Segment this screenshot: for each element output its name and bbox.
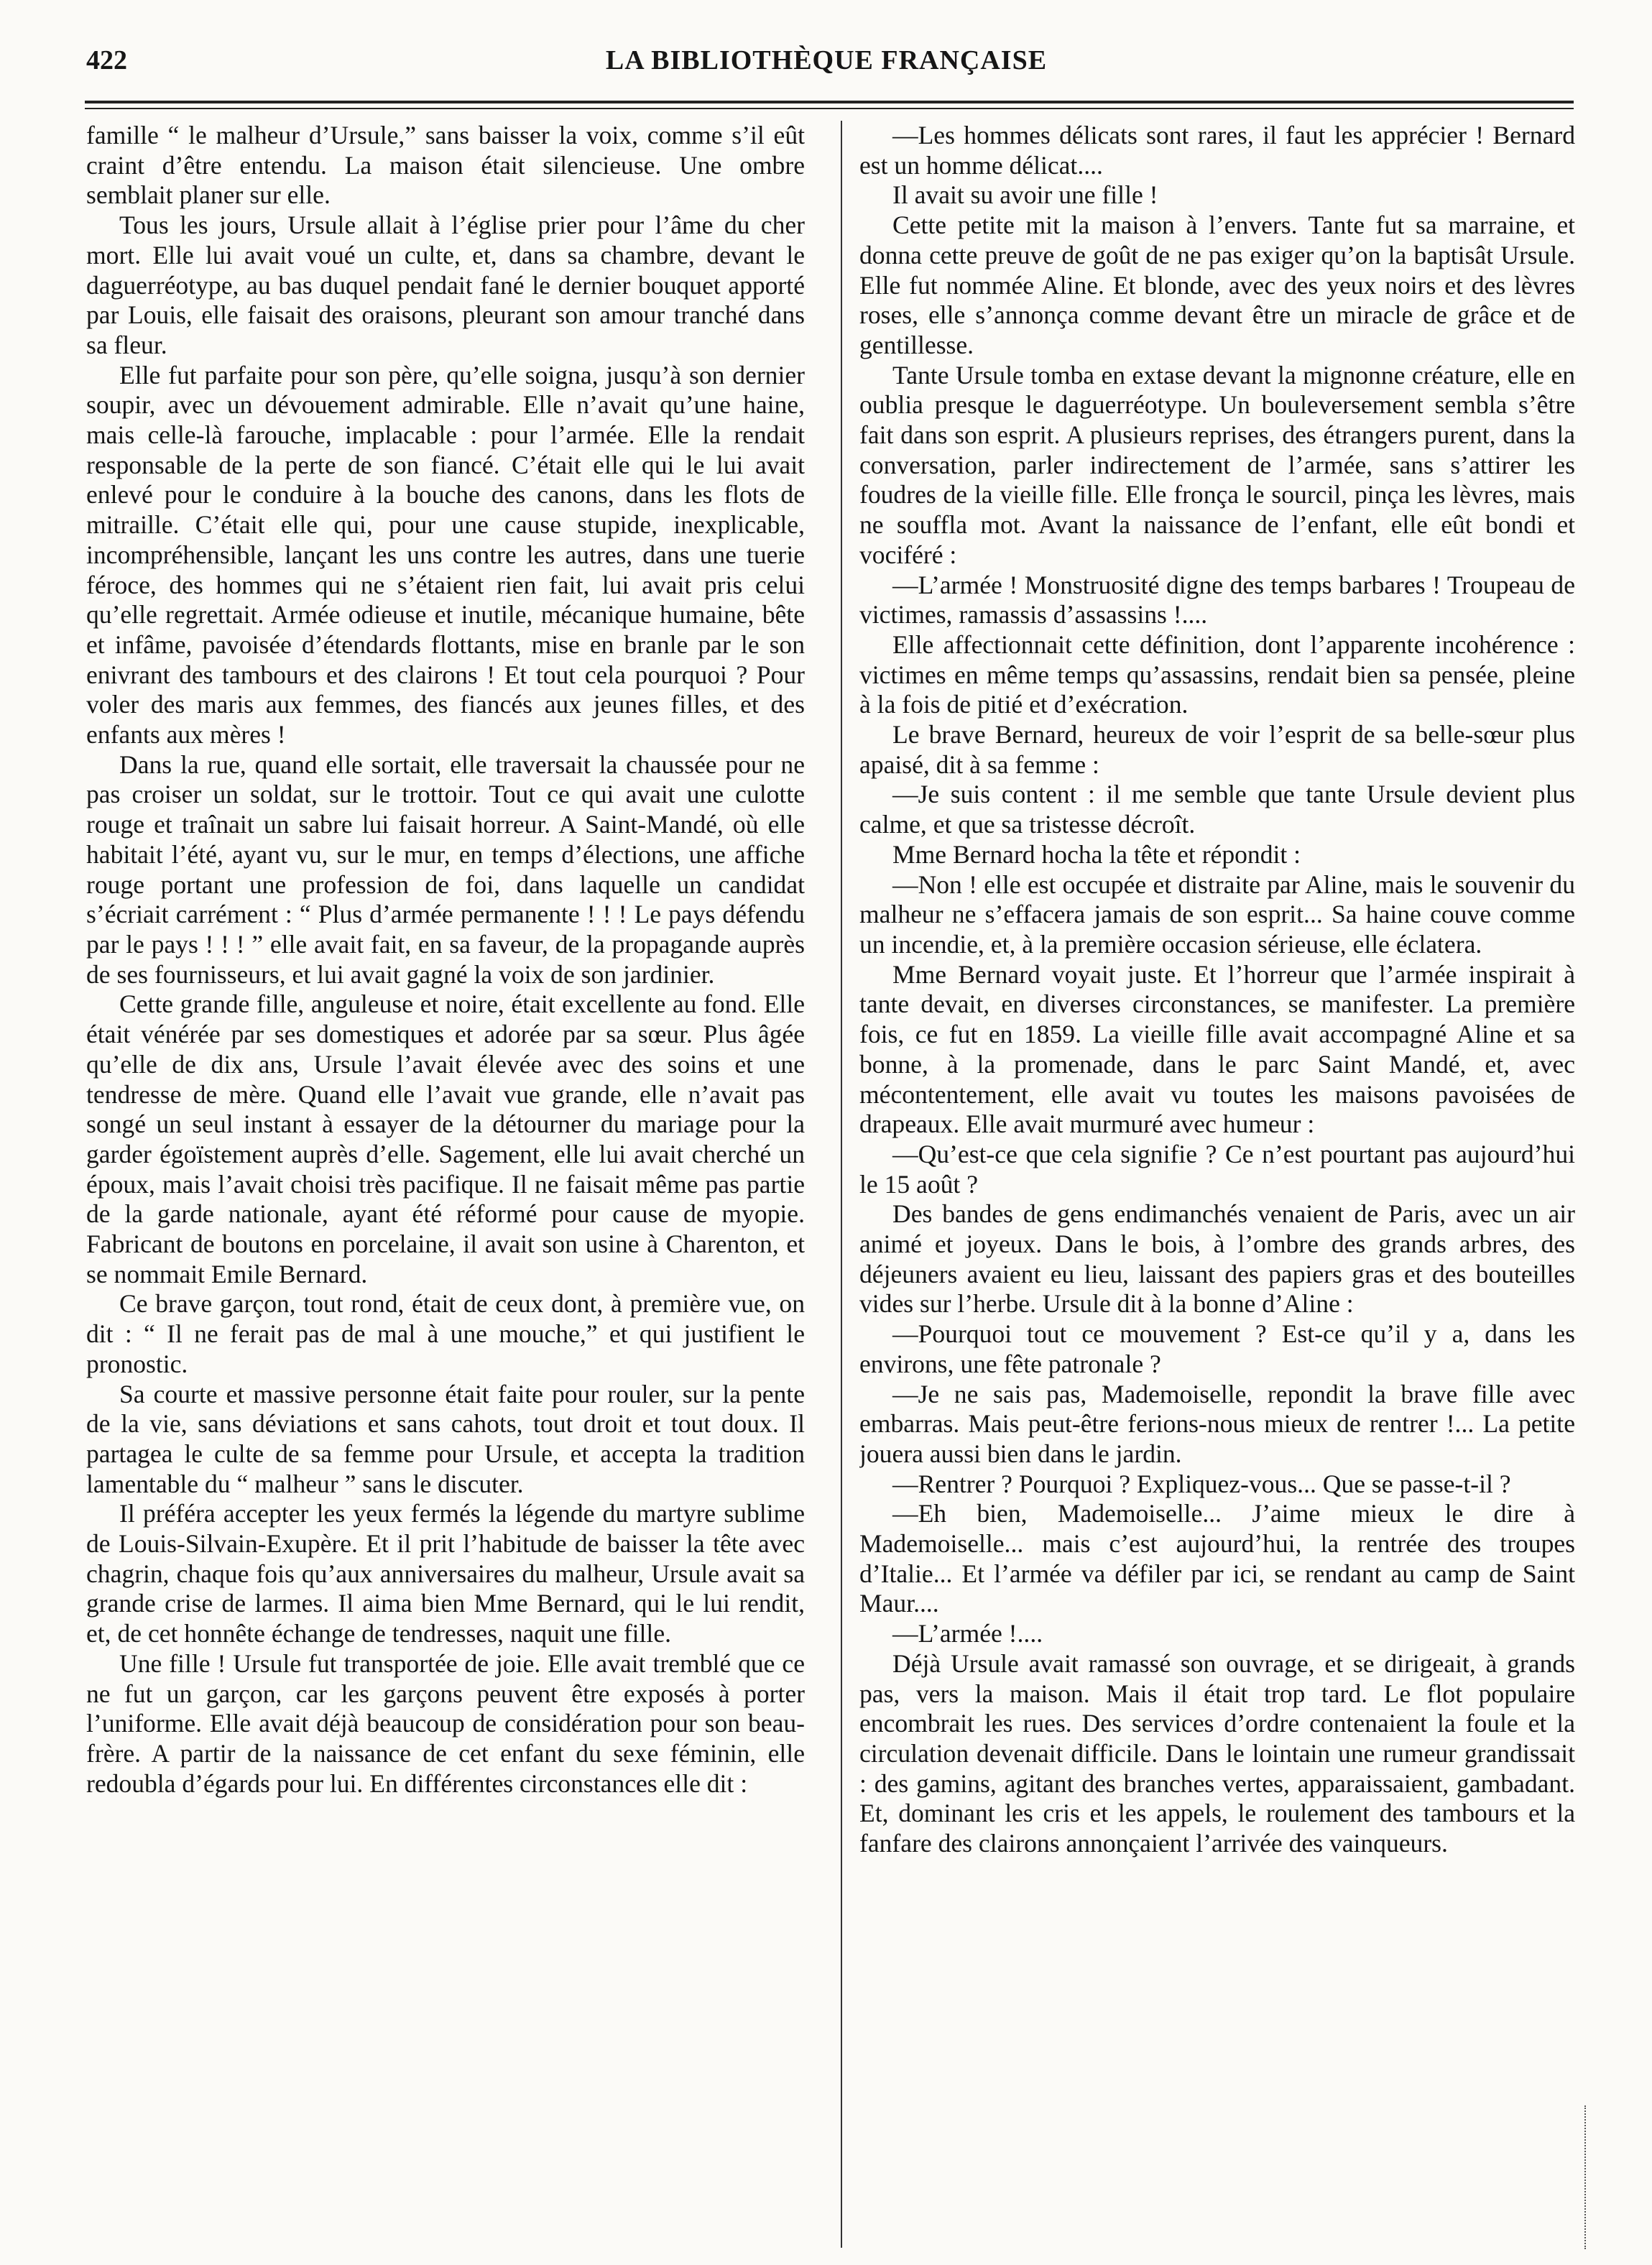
paragraph: Elle fut parfaite pour son père, qu’elle soigna, jusqu’à son dernier soupir, avec un dévouement admirable. Elle n’avait qu’une haine, mais celle-là farouche, implacable : pour l’armée. Elle la rendait responsable de la perte de son fiancé. C’était elle qui le lui avait enlevé pour le conduire à la bouche des canons, dans les flots de mitraille. C’était elle qui, pour une cause stupide, inexplicable, incompréhensible, lançant les uns contre les autres, dans une tuerie féroce, des hommes qui ne s’étaient rien fait, lui avait pris celui qu’elle regrettait. Armée odieuse et inutile, mécanique humaine, bête et infâme, pavoisée d’étendards flottants, mise en branle par le son enivrant des tambours et des clairons ! Et tout cela pourquoi ? Pour voler des maris aux femmes, des fiancés aux jeunes filles, et des enfants aux mères !: [86, 360, 805, 749]
paragraph: —Rentrer ? Pourquoi ? Expliquez-vous... Que se passe-t-il ?: [892, 1469, 1511, 1498]
paragraph: Dans la rue, quand elle sortait, elle traversait la chaussée pour ne pas croiser un soldat, sur le trottoir. Tout ce qui avait une culotte rouge et traînait un sabre lui faisait horreur. A Saint-Mandé, où elle habitait l’été, ayant vu, sur le mur, en temps d’élections, une affiche rouge portant une profession de foi, dans laquelle un candidat s’écriait carrément : “ Plus d’armée permanente ! ! ! Le pays défendu par le pays ! ! ! ” elle avait fait, en sa faveur, de la propagande auprès de ses fournisseurs, et lui avait gagné la voix de son jardinier.: [86, 749, 805, 989]
paragraph: —L’armée ! Monstruosité digne des temps barbares ! Troupeau de victimes, ramassis d’assassins !....: [859, 570, 1575, 629]
paragraph: Le brave Bernard, heureux de voir l’esprit de sa belle-sœur plus apaisé, dit à sa femme :: [859, 720, 1575, 779]
page-number: 422: [86, 45, 127, 75]
paragraph: —L’armée !....: [892, 1619, 1043, 1648]
left-column: [86, 121, 805, 2244]
paragraph: —Non ! elle est occupée et distraite par Aline, mais le souvenir du malheur ne s’effacera jamais de son esprit... Sa haine couve comme un incendie, et, à la première occasion sérieuse, elle éclatera.: [859, 869, 1575, 959]
paragraph: Elle affectionnait cette définition, dont l’apparente incohérence : victimes en même temps qu’assassins, rendait bien sa pensée, pleine à la fois de pitié et d’exécration.: [859, 629, 1575, 719]
paragraph: Cette grande fille, anguleuse et noire, était excellente au fond. Elle était vénérée par ses domestiques et adorée par sa sœur. Plus âgée qu’elle de dix ans, Ursule l’avait élevée avec des soins et une tendresse de mère. Quand elle l’avait vue grande, elle n’avait pas songé un seul instant à essayer de la détourner du mariage pour la garder égoïstement auprès d’elle. Sagement, elle lui avait cherché un époux, mais l’avait choisi très pacifique. Il ne faisait même pas partie de la garde nationale, ayant été réformé pour cause de myopie. Fabricant de boutons en porcelaine, il avait son usine à Charenton, et se nommait Emile Bernard.: [86, 990, 805, 1288]
column-divider: [841, 121, 842, 2248]
paragraph: Une fille ! Ursule fut transportée de joie. Elle avait tremblé que ce ne fut un garçon, car les garçons peuvent être exposés à porter l’uniforme. Elle avait déjà beaucoup de considération pour son beau-frère. A partir de la naissance de cet enfant du sexe féminin, elle redoubla d’égards pour lui. En différentes circonstances elle dit :: [86, 1648, 805, 1798]
page-header: [86, 45, 1566, 88]
paragraph: —Je ne sais pas, Mademoiselle, repondit la brave fille avec embarras. Mais peut-être ferions-nous mieux de rentrer !... La petite jouera aussi bien dans le jardin.: [859, 1379, 1575, 1468]
paragraph: Tous les jours, Ursule allait à l’église prier pour l’âme du cher mort. Elle lui avait voué un culte, et, dans sa chambre, devant le daguerréotype, au bas duquel pendait fané le dernier bouquet apporté par Louis, elle faisait des oraisons, pleurant son amour tranché dans sa fleur.: [86, 211, 805, 359]
paragraph: Déjà Ursule avait ramassé son ouvrage, et se dirigeait, à grands pas, vers la maison. Mais il était trop tard. Le flot populaire encombrait les rues. Des services d’ordre contenaient la foule et la circulation devenait difficile. Dans le lointain une rumeur grandissait : des gamins, agitant des branches vertes, apparaissaient, gambadant. Et, dominant les cris et les appels, le roulement des tambours et la fanfare des clairons annonçaient l’arrivée des vainqueurs.: [859, 1648, 1575, 1858]
paragraph: —Pourquoi tout ce mouvement ? Est-ce qu’il y a, dans les environs, une fête patronale ?: [859, 1319, 1575, 1378]
paragraph: Mme Bernard voyait juste. Et l’horreur que l’armée inspirait à tante devait, en diverses circonstances, se manifester. La première fois, ce fut en 1859. La vieille fille avait accompagné Aline et sa bonne, à la promenade, dans le parc Saint Mandé, et, avec mécontentement, elle avait vu toutes les maisons pavoisées de drapeaux. Elle avait murmuré avec humeur :: [859, 959, 1575, 1139]
paragraph: —Eh bien, Mademoiselle... J’aime mieux le dire à Mademoiselle... mais c’est aujourd’hui, la rentrée des troupes d’Italie... Et l’armée va défiler par ici, se rendant au camp de Saint Maur....: [859, 1499, 1575, 1618]
paragraph: Il préféra accepter les yeux fermés la légende du martyre sublime de Louis-Silvain-Exupère. Et il prit l’habitude de baisser la tête avec chagrin, chaque fois qu’aux anniversaires du malheur, Ursule avait sa grande crise de larmes. Il aima bien Mme Bernard, qui le lui rendit, et, de cet honnête échange de tendresses, naquit une fille.: [86, 1499, 805, 1648]
paragraph: Ce brave garçon, tout rond, était de ceux dont, à première vue, on dit : “ Il ne ferait pas de mal à une mouche,” et qui justifient le pronostic.: [86, 1289, 805, 1378]
paragraph: Sa courte et massive personne était faite pour rouler, sur la pente de la vie, sans déviations et sans cahots, tout droit et tout doux. Il partagea le culte de sa femme pour Ursule, et accepta la tradition lamentable du “ malheur ” sans le discuter.: [86, 1379, 805, 1498]
paragraph: Tante Ursule tomba en extase devant la mignonne créature, elle en oublia presque le daguerréotype. Un bouleversement sembla s’être fait dans son esprit. A plusieurs reprises, des étrangers purent, dans la conversation, parler indirectement de l’armée, sans s’attirer les foudres de la vieille fille. Elle fronça le sourcil, pinça les lèvres, mais ne souffla mot. Avant la naissance de l’enfant, elle eût bondi et vociféré :: [859, 360, 1575, 569]
paragraph: Il avait su avoir une fille !: [892, 180, 1158, 210]
header-rule-thick: [85, 101, 1574, 103]
paragraph: —Je suis content : il me semble que tante Ursule devient plus calme, et que sa tristesse décroît.: [859, 780, 1575, 839]
right-column: [859, 121, 1575, 2244]
paragraph: —Qu’est-ce que cela signifie ? Ce n’est pourtant pas aujourd’hui le 15 août ?: [859, 1139, 1575, 1199]
running-title: LA BIBLIOTHÈQUE FRANÇAISE: [605, 45, 1048, 75]
paragraph: Mme Bernard hocha la tête et répondit :: [892, 839, 1301, 869]
paragraph: —Les hommes délicats sont rares, il faut les apprécier ! Bernard est un homme délicat....: [859, 121, 1575, 180]
binding-edge-marks: [1584, 2105, 1600, 2249]
paragraph: Des bandes de gens endimanchés venaient de Paris, avec un air animé et joyeux. Dans le bois, à l’ombre des grands arbres, des déjeuners avaient eu lieu, laissant des papiers gras et des bouteilles vides sur l’herbe. Ursule dit à la bonne d’Aline :: [859, 1199, 1575, 1319]
paragraph: Cette petite mit la maison à l’envers. Tante fut sa marraine, et donna cette preuve de goût de ne pas exiger qu’on la baptisât Ursule. Elle fut nommée Aline. Et blonde, avec des yeux noirs et des lèvres roses, elle s’annonça comme devant être un miracle de grâce et de gentillesse.: [859, 211, 1575, 359]
paragraph: famille “ le malheur d’Ursule,” sans baisser la voix, comme s’il eût craint d’être entendu. La maison était silencieuse. Une ombre semblait planer sur elle.: [86, 121, 805, 210]
header-rule-thin: [85, 108, 1574, 109]
